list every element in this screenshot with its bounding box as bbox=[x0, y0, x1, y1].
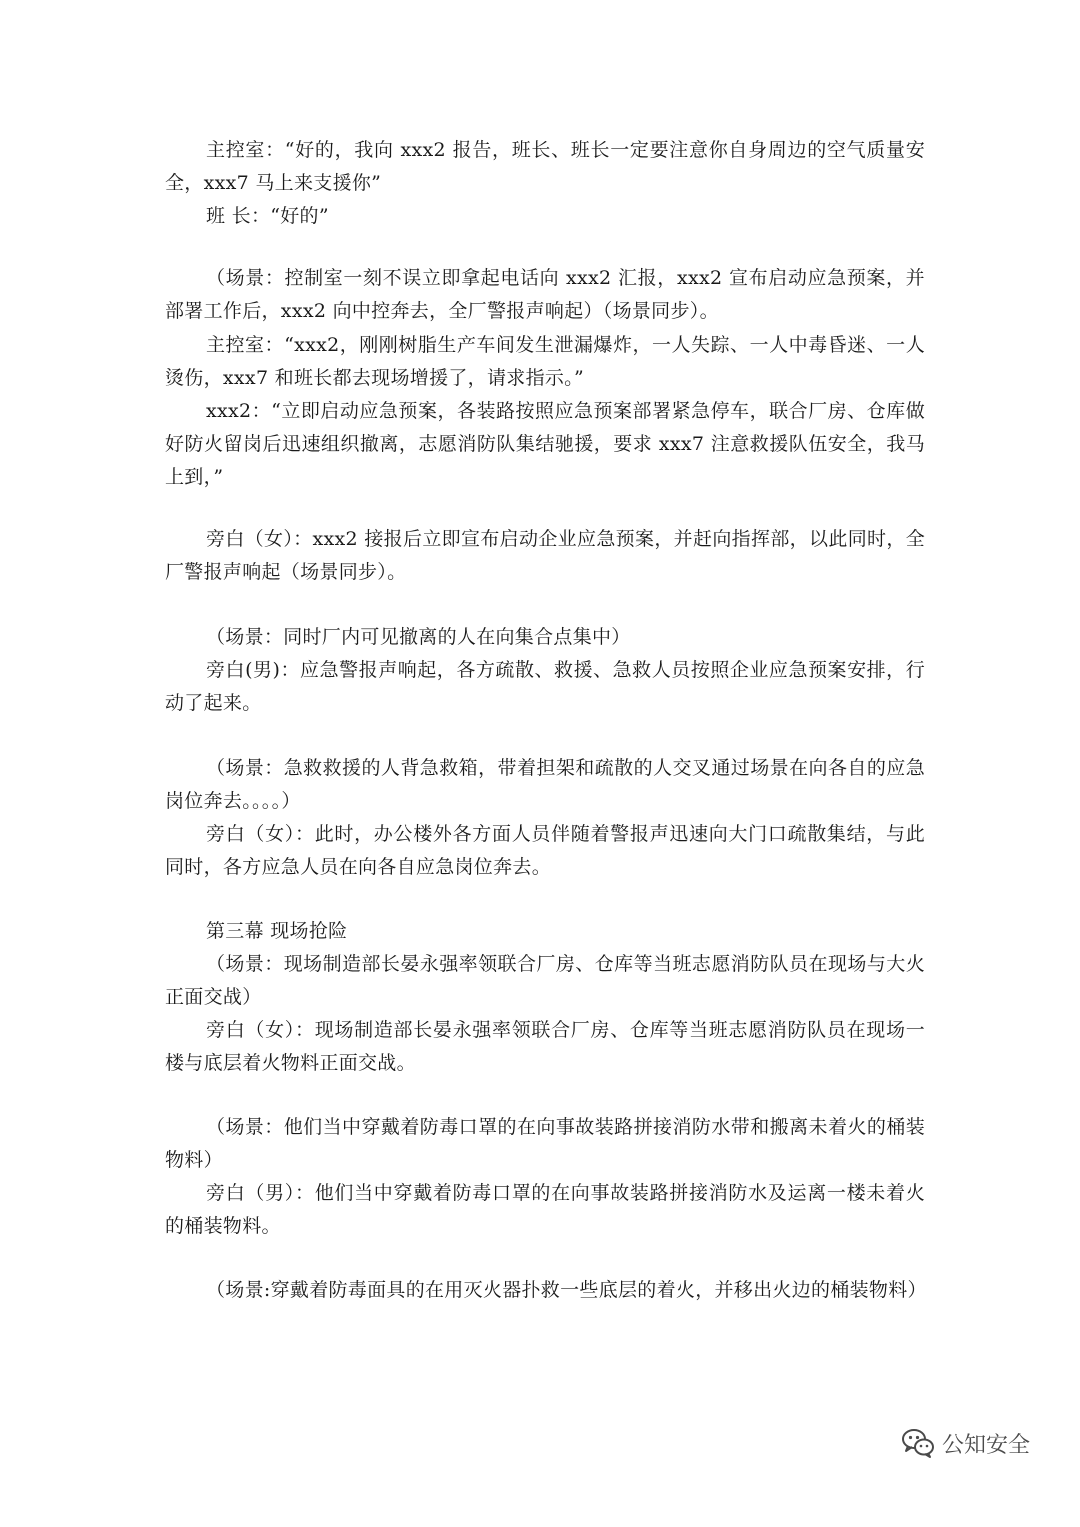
paragraph-16: （场景:穿戴着防毒面具的在用灭火器扑救一些底层的着火，并移出火边的桶装物料） bbox=[206, 1279, 927, 1301]
paragraph-8: 旁白(男)：应急警报声响起，各方疏散、救援、急救人员按照企业应急预案安排，行动了起来。 bbox=[165, 659, 925, 714]
paragraph-12: （场景：现场制造部长晏永强率领联合厂房、仓库等当班志愿消防队员在现场与大火正面交战） bbox=[165, 953, 925, 1008]
watermark bbox=[900, 1425, 1030, 1461]
paragraph-13: 旁白（女）：现场制造部长晏永强率领联合厂房、仓库等当班志愿消防队员在现场一楼与底层着火物料正面交战。 bbox=[165, 1019, 925, 1074]
paragraph-5: xxx2：“立即启动应急预案，各装路按照应急预案部署紧急停车，联合厂房、仓库做好防火留岗后迅速组织撤离，志愿消防队集结驰援，要求 xxx7 注意救援队伍安全，我马上到，” bbox=[165, 400, 925, 488]
paragraph-4: 主控室：“xxx2，刚刚树脂生产车间发生泄漏爆炸，一人失踪、一人中毒昏迷、一人烫伤，xxx7 和班长都去现场增援了，请求指示。” bbox=[165, 334, 925, 389]
paragraph-9: （场景：急救救援的人背急救箱，带着担架和疏散的人交叉通过场景在向各自的应急岗位奔去。。。。） bbox=[165, 757, 925, 812]
paragraph-15: 旁白（男）：他们当中穿戴着防毒口罩的在向事故装路拼接消防水及运离一楼未着火的桶装物料。 bbox=[165, 1182, 925, 1237]
wechat-icon bbox=[900, 1425, 936, 1461]
paragraph-14: （场景：他们当中穿戴着防毒口罩的在向事故装路拼接消防水带和搬离未着火的桶装物料） bbox=[165, 1116, 925, 1171]
paragraph-7: （场景：同时厂内可见撤离的人在向集合点集中） bbox=[206, 626, 631, 648]
paragraph-11: 第三幕 现场抢险 bbox=[206, 920, 348, 942]
watermark-text: 公知安全 bbox=[942, 1432, 1031, 1458]
paragraph-6: 旁白（女）：xxx2 接报后立即宣布启动企业应急预案，并赶向指挥部，以此同时，全厂警报声响起（场景同步）。 bbox=[165, 528, 925, 583]
paragraph-1: 主控室：“好的，我向 xxx2 报告，班长、班长一定要注意你自身周边的空气质量安全，xxx7 马上来支援你” bbox=[165, 139, 925, 194]
paragraph-10: 旁白（女）：此时，办公楼外各方面人员伴随着警报声迅速向大门口疏散集结，与此同时，各方应急人员在向各自应急岗位奔去。 bbox=[165, 823, 925, 878]
paragraph-3: （场景：控制室一刻不误立即拿起电话向 xxx2 汇报，xxx2 宣布启动应急预案，并部署工作后，xxx2 向中控奔去，全厂警报声响起）（场景同步）。 bbox=[165, 267, 925, 322]
paragraph-2: 班 长：“好的” bbox=[206, 205, 329, 227]
